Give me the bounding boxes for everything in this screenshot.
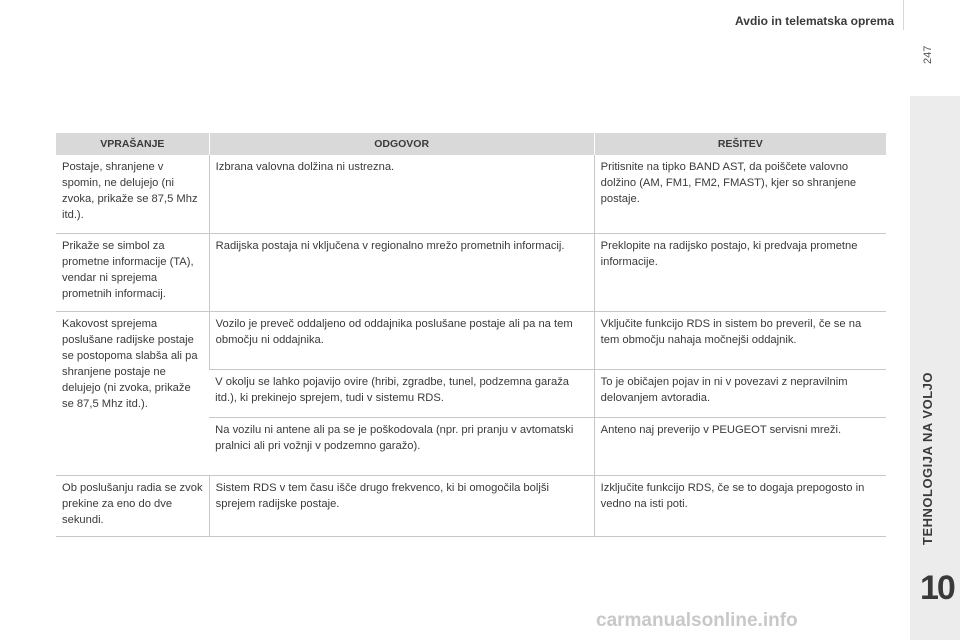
solution-cell: Preklopite na radijsko postajo, ki predvaja prometne informacije. (594, 233, 886, 311)
solution-cell: To je običajen pojav in ni v povezavi z nepravilnim delovanjem avtoradia. (594, 369, 886, 417)
table-header-row (56, 133, 886, 155)
answer-cell: Vozilo je preveč oddaljeno od oddajnika poslušane postaje ali pa na tem območju ni oddajnika. (209, 311, 594, 369)
solution-cell: Izključite funkcijo RDS, če se to dogaja prepogosto in vedno na isti poti. (594, 475, 886, 536)
answer-cell: Na vozilu ni antene ali pa se je poškodovala (npr. pri pranju v avtomatski pralnici ali pri vožnji v podzemno garažo). (209, 417, 594, 475)
troubleshooting-table-container (56, 133, 886, 537)
table-row (56, 233, 886, 311)
answer-cell: V okolju se lahko pojavijo ovire (hribi, zgradbe, tunel, podzemna garaža itd.), ki prekinejo sprejem, tudi v sistemu RDS. (209, 369, 594, 417)
troubleshooting-table (56, 133, 886, 537)
question-cell: Kakovost sprejema poslušane radijske postaje se postopoma slabša ali pa shranjene postaje ne delujejo (ni zvoka, prikaže se 87,5 Mhz itd.). (56, 311, 209, 475)
table-row (56, 311, 886, 369)
solution-cell: Anteno naj preverijo v PEUGEOT servisni mreži. (594, 417, 886, 475)
section-title: Avdio in telematska oprema (735, 14, 894, 28)
solution-cell: Vključite funkcijo RDS in sistem bo preveril, če se na tem območju nahaja močnejši oddajnik. (594, 311, 886, 369)
solution-cell: Pritisnite na tipko BAND AST, da poiščete valovno dolžino (AM, FM1, FM2, FMAST), kjer so shranjene postaje. (594, 155, 886, 233)
header-divider (903, 0, 904, 30)
question-cell: Ob poslušanju radia se zvok prekine za eno do dve sekundi. (56, 475, 209, 536)
table-row (56, 475, 886, 536)
question-cell: Prikaže se simbol za prometne informacije (TA), vendar ni sprejema prometnih informacij. (56, 233, 209, 311)
answer-cell: Radijska postaja ni vključena v regionalno mrežo prometnih informacij. (209, 233, 594, 311)
column-header-solution: REŠITEV (594, 133, 886, 155)
column-header-question: VPRAŠANJE (56, 133, 209, 155)
answer-cell: Izbrana valovna dolžina ni ustrezna. (209, 155, 594, 233)
question-cell: Postaje, shranjene v spomin, ne delujejo (ni zvoka, prikaže se 87,5 Mhz itd.). (56, 155, 209, 233)
chapter-label: TEHNOLOGIJA NA VOLJO (920, 372, 935, 545)
watermark: carmanualsonline.info (596, 610, 798, 631)
chapter-number: 10 (920, 569, 954, 607)
column-header-answer: ODGOVOR (209, 133, 594, 155)
page-number: 247 (922, 45, 934, 64)
answer-cell: Sistem RDS v tem času išče drugo frekvenco, ki bi omogočila boljši sprejem radijske postaje. (209, 475, 594, 536)
table-row (56, 155, 886, 233)
